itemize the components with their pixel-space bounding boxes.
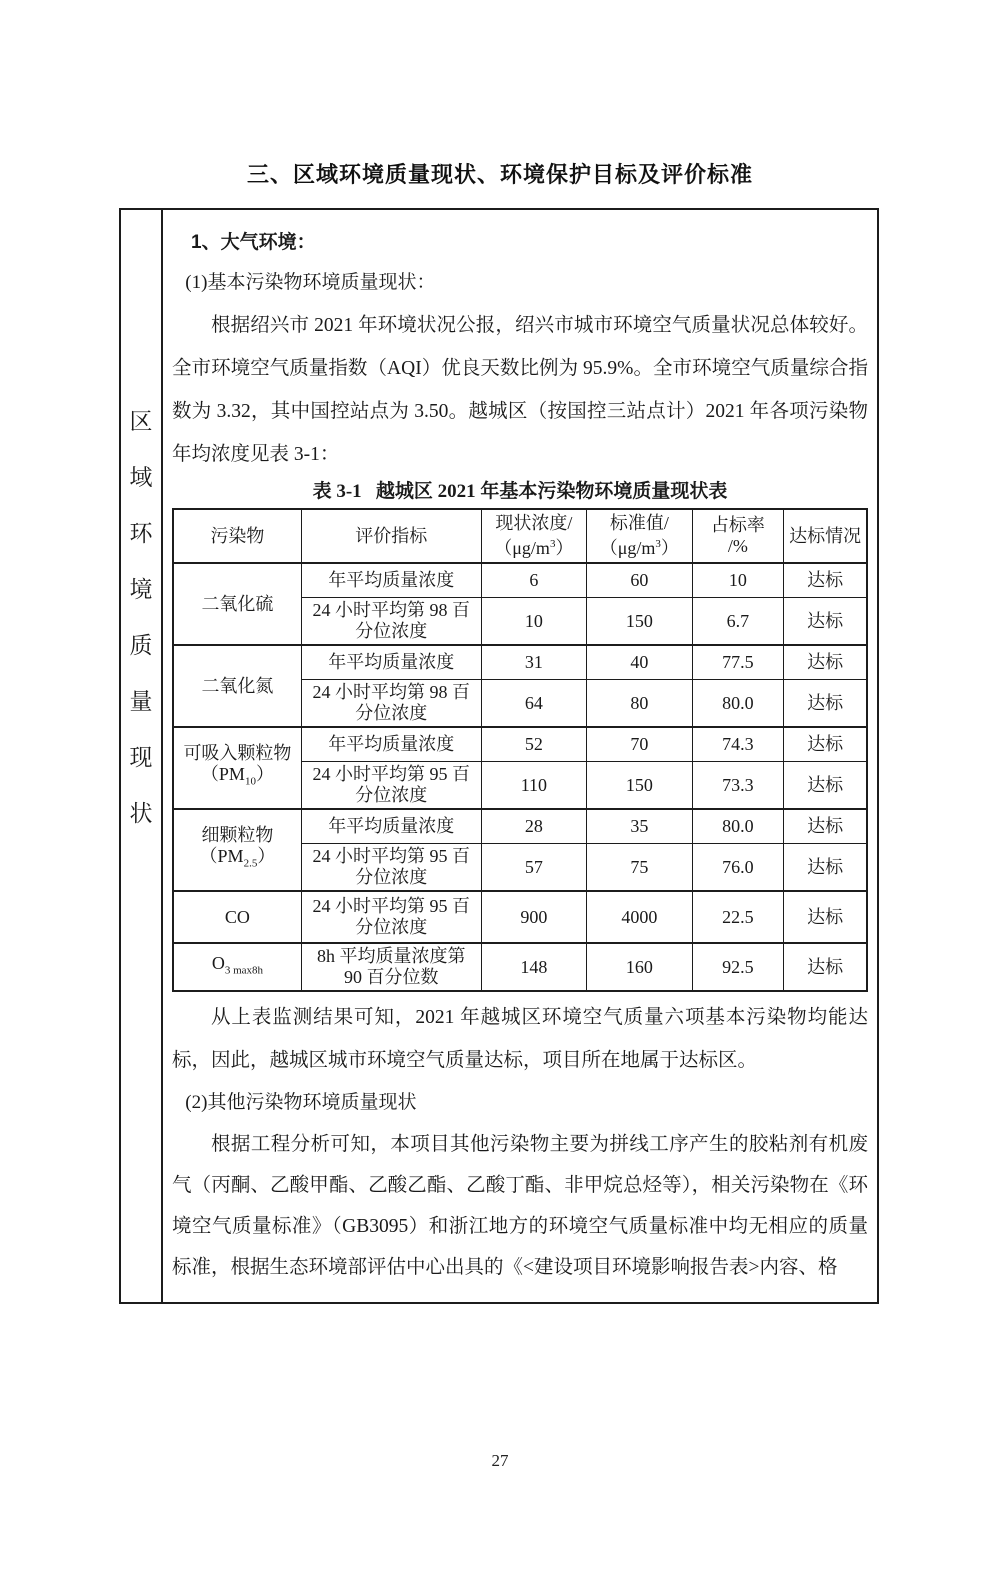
- cell-pollutant: CO: [173, 891, 301, 943]
- cell-ratio: 92.5: [692, 943, 784, 991]
- subheading-basic-pollutants: (1)基本污染物环境质量现状：: [185, 272, 436, 293]
- cell-status: 达标: [784, 727, 867, 762]
- table-header-row: [173, 509, 867, 563]
- cell-indicator: 24 小时平均第 95 百 分位浓度: [301, 891, 481, 943]
- cell-standard: 150: [587, 762, 692, 810]
- cell-standard: 150: [587, 598, 692, 646]
- table-caption: 表 3-1 越城区 2021 年基本污染物环境质量现状表: [312, 481, 728, 502]
- cell-current: 52: [481, 727, 586, 762]
- header-pollutant: 污染物: [173, 509, 301, 563]
- header-status: 达标情况: [784, 509, 867, 563]
- cell-current: 10: [481, 598, 586, 646]
- cell-current: 57: [481, 844, 586, 892]
- cell-current: 900: [481, 891, 586, 943]
- cell-pollutant: 二氧化氮: [173, 645, 301, 727]
- header-current: 现状浓度/ $(\mu g/m^3)$: [481, 509, 586, 563]
- cell-indicator: 24 小时平均第 95 百 分位浓度: [301, 844, 481, 892]
- header-standard: 标准值/ $(\mu g/m^3)$: [587, 509, 692, 563]
- cell-standard: 40: [587, 645, 692, 680]
- cell-standard: 80: [587, 680, 692, 728]
- cell-ratio: 74.3: [692, 727, 784, 762]
- main-content: [163, 210, 877, 1302]
- paragraph-intro: 根据绍兴市 2021 年环境状况公报，绍兴市城市环境空气质量状况总体较好。全市环境空气质量指数（AQI）优良天数比例为 95.9%。全市环境空气质量综合指数为 3.32，其中国控站点为 3.50。越城区（按国控三站点计）2021 年各项污染物年均浓度见表 3-1：: [172, 315, 868, 465]
- cell-indicator: 24 小时平均第 98 百 分位浓度: [301, 680, 481, 728]
- cell-status: 达标: [784, 680, 867, 728]
- cell-current: 28: [481, 809, 586, 844]
- cell-ratio: 80.0: [692, 809, 784, 844]
- sidebar-section-label: [121, 210, 163, 1302]
- sidebar-char: 量: [129, 689, 153, 714]
- cell-current: 6: [481, 563, 586, 598]
- sidebar-char: 状: [129, 801, 153, 826]
- pollutant-quality-table: [172, 508, 868, 992]
- heading-atmosphere: 1、大气环境：: [191, 232, 316, 253]
- paragraph-conclusion: 从上表监测结果可知，2021 年越城区环境空气质量六项基本污染物均能达标，因此，越城区城市环境空气质量达标，项目所在地属于达标区。: [172, 1007, 868, 1071]
- header-indicator: 评价指标: [301, 509, 481, 563]
- paragraph-other-pollutants: 根据工程分析可知，本项目其他污染物主要为拼线工序产生的胶粘剂有机废气（丙酮、乙酸甲酯、乙酸乙酯、乙酸丁酯、非甲烷总烃等），相关污染物在《环境空气质量标准》（GB3095）和浙江地方的环境空气质量标准中均无相应的质量标准，根据生态环境部评估中心出具的《<建设项目环境影响报告表>内容、格: [172, 1134, 868, 1278]
- table-row: [173, 563, 867, 598]
- cell-indicator: 24 小时平均第 98 百 分位浓度: [301, 598, 481, 646]
- table-row: [173, 891, 867, 943]
- sidebar-char: 境: [129, 577, 153, 602]
- table-row: [173, 727, 867, 762]
- cell-status: 达标: [784, 645, 867, 680]
- cell-status: 达标: [784, 598, 867, 646]
- cell-indicator: 24 小时平均第 95 百 分位浓度: [301, 762, 481, 810]
- cell-ratio: 10: [692, 563, 784, 598]
- table-row: [173, 645, 867, 680]
- cell-status: 达标: [784, 891, 867, 943]
- cell-status: 达标: [784, 809, 867, 844]
- sidebar-char: 域: [129, 465, 153, 490]
- cell-current: 64: [481, 680, 586, 728]
- cell-ratio: 77.5: [692, 645, 784, 680]
- cell-standard: 160: [587, 943, 692, 991]
- sidebar-char: 环: [129, 521, 153, 546]
- header-ratio: 占标率 /%: [692, 509, 784, 563]
- cell-ratio: 76.0: [692, 844, 784, 892]
- cell-standard: 75: [587, 844, 692, 892]
- cell-status: 达标: [784, 943, 867, 991]
- cell-ratio: 6.7: [692, 598, 784, 646]
- cell-current: 148: [481, 943, 586, 991]
- content-frame: [119, 208, 879, 1304]
- cell-status: 达标: [784, 844, 867, 892]
- sidebar-char: 现: [129, 745, 153, 770]
- cell-ratio: 80.0: [692, 680, 784, 728]
- cell-indicator: 年平均质量浓度: [301, 563, 481, 598]
- cell-ratio: 22.5: [692, 891, 784, 943]
- cell-current: 110: [481, 762, 586, 810]
- cell-standard: 4000: [587, 891, 692, 943]
- cell-standard: 70: [587, 727, 692, 762]
- cell-standard: 35: [587, 809, 692, 844]
- cell-pollutant: 二氧化硫: [173, 563, 301, 645]
- sidebar-char: 质: [129, 633, 153, 658]
- subheading-other-pollutants: (2)其他污染物环境质量现状: [185, 1092, 417, 1113]
- table-row: [173, 809, 867, 844]
- cell-indicator: 年平均质量浓度: [301, 645, 481, 680]
- cell-status: 达标: [784, 563, 867, 598]
- cell-status: 达标: [784, 762, 867, 810]
- cell-pollutant: $O_{3 max8h}$: [173, 943, 301, 991]
- cell-standard: 60: [587, 563, 692, 598]
- page-number: 27: [491, 1451, 509, 1470]
- page-title: 三、区域环境质量现状、环境保护目标及评价标准: [246, 162, 753, 187]
- cell-indicator: 年平均质量浓度: [301, 727, 481, 762]
- cell-pollutant: 细颗粒物 $(PM_{2.5})$: [173, 809, 301, 891]
- cell-indicator: 8h 平均质量浓度第 90 百分位数: [301, 943, 481, 991]
- cell-ratio: 73.3: [692, 762, 784, 810]
- sidebar-char: 区: [129, 409, 153, 434]
- cell-pollutant: 可吸入颗粒物 $(PM_{10})$: [173, 727, 301, 809]
- table-row: [173, 943, 867, 991]
- cell-current: 31: [481, 645, 586, 680]
- cell-indicator: 年平均质量浓度: [301, 809, 481, 844]
